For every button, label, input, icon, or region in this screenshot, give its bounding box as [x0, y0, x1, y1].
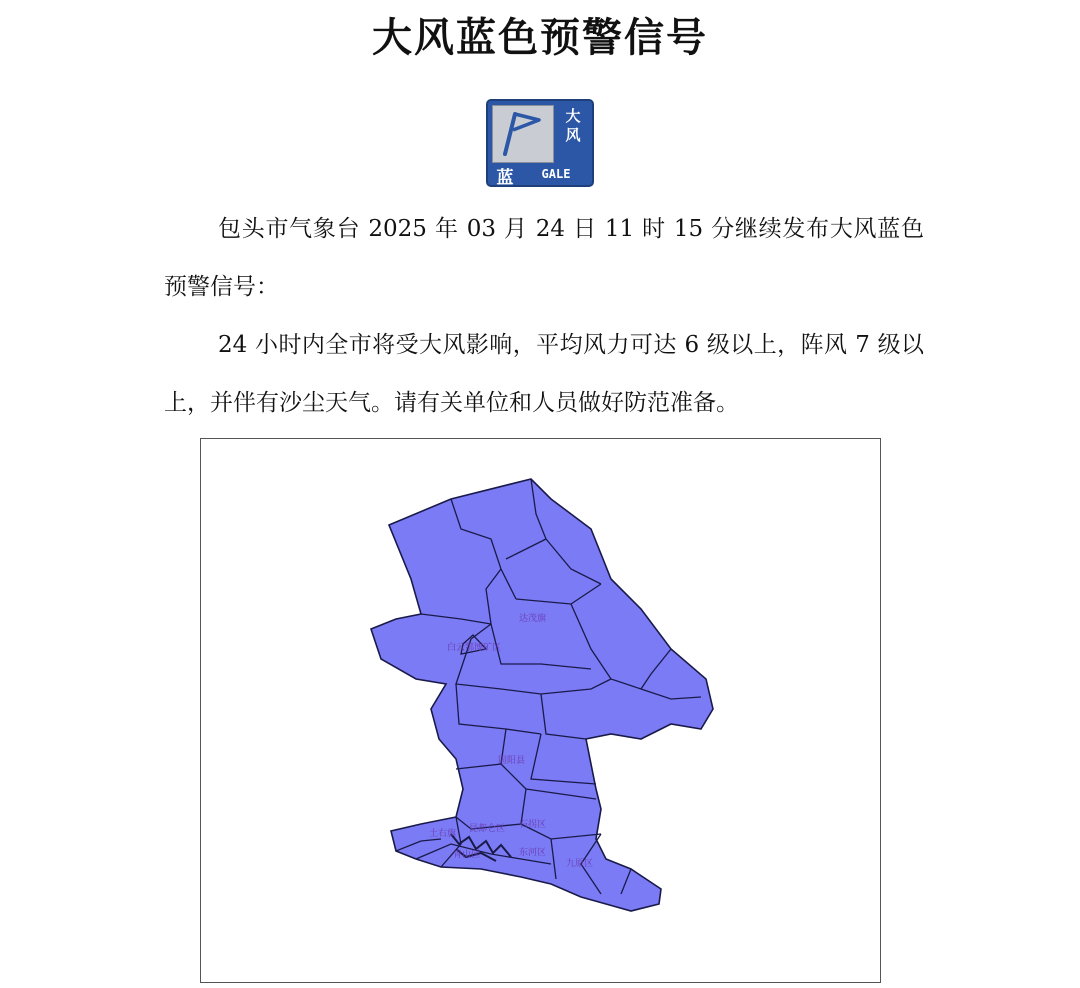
flag-panel: [492, 105, 554, 163]
label-donghe: 东河区: [519, 848, 547, 858]
signal-char-da: 大: [565, 107, 581, 125]
warning-area-map: [200, 438, 881, 983]
warning-content-paragraph: 24 小时内全市将受大风影响，平均风力可达 6 级以上，阵风 7 级以上，并伴有沙尘天气。请有关单位和人员做好防范准备。: [164, 332, 924, 416]
map-outline: [371, 479, 713, 911]
signal-char-feng: 风: [565, 126, 581, 144]
warning-issue-paragraph: 包头市气象台 2025 年 03 月 24 日 11 时 15 分继续发布大风蓝色预警信号：: [164, 216, 924, 300]
gale-blue-warning-signal: [486, 99, 594, 187]
label-jiuyuan: 九原区: [566, 859, 594, 869]
label-kundulun: 昆都仑区: [469, 824, 506, 834]
flag-icon: [493, 106, 553, 162]
map-regions: [371, 479, 713, 911]
signal-type-label: [554, 107, 592, 145]
label-qingshan: 青山区: [453, 850, 481, 860]
label-darhan: 达茂旗: [519, 614, 547, 624]
signal-level-label: 蓝: [496, 168, 514, 188]
label-shiguai: 石拐区: [519, 820, 547, 830]
label-tumd: 土右旗: [429, 829, 457, 839]
baotou-district-map: [201, 439, 882, 984]
signal-english-label: GALE: [541, 167, 571, 181]
label-guyang: 固阳县: [498, 756, 526, 766]
label-baiyun: 白云鄂博矿区: [447, 643, 502, 653]
page-title: 大风蓝色预警信号: [372, 15, 708, 61]
